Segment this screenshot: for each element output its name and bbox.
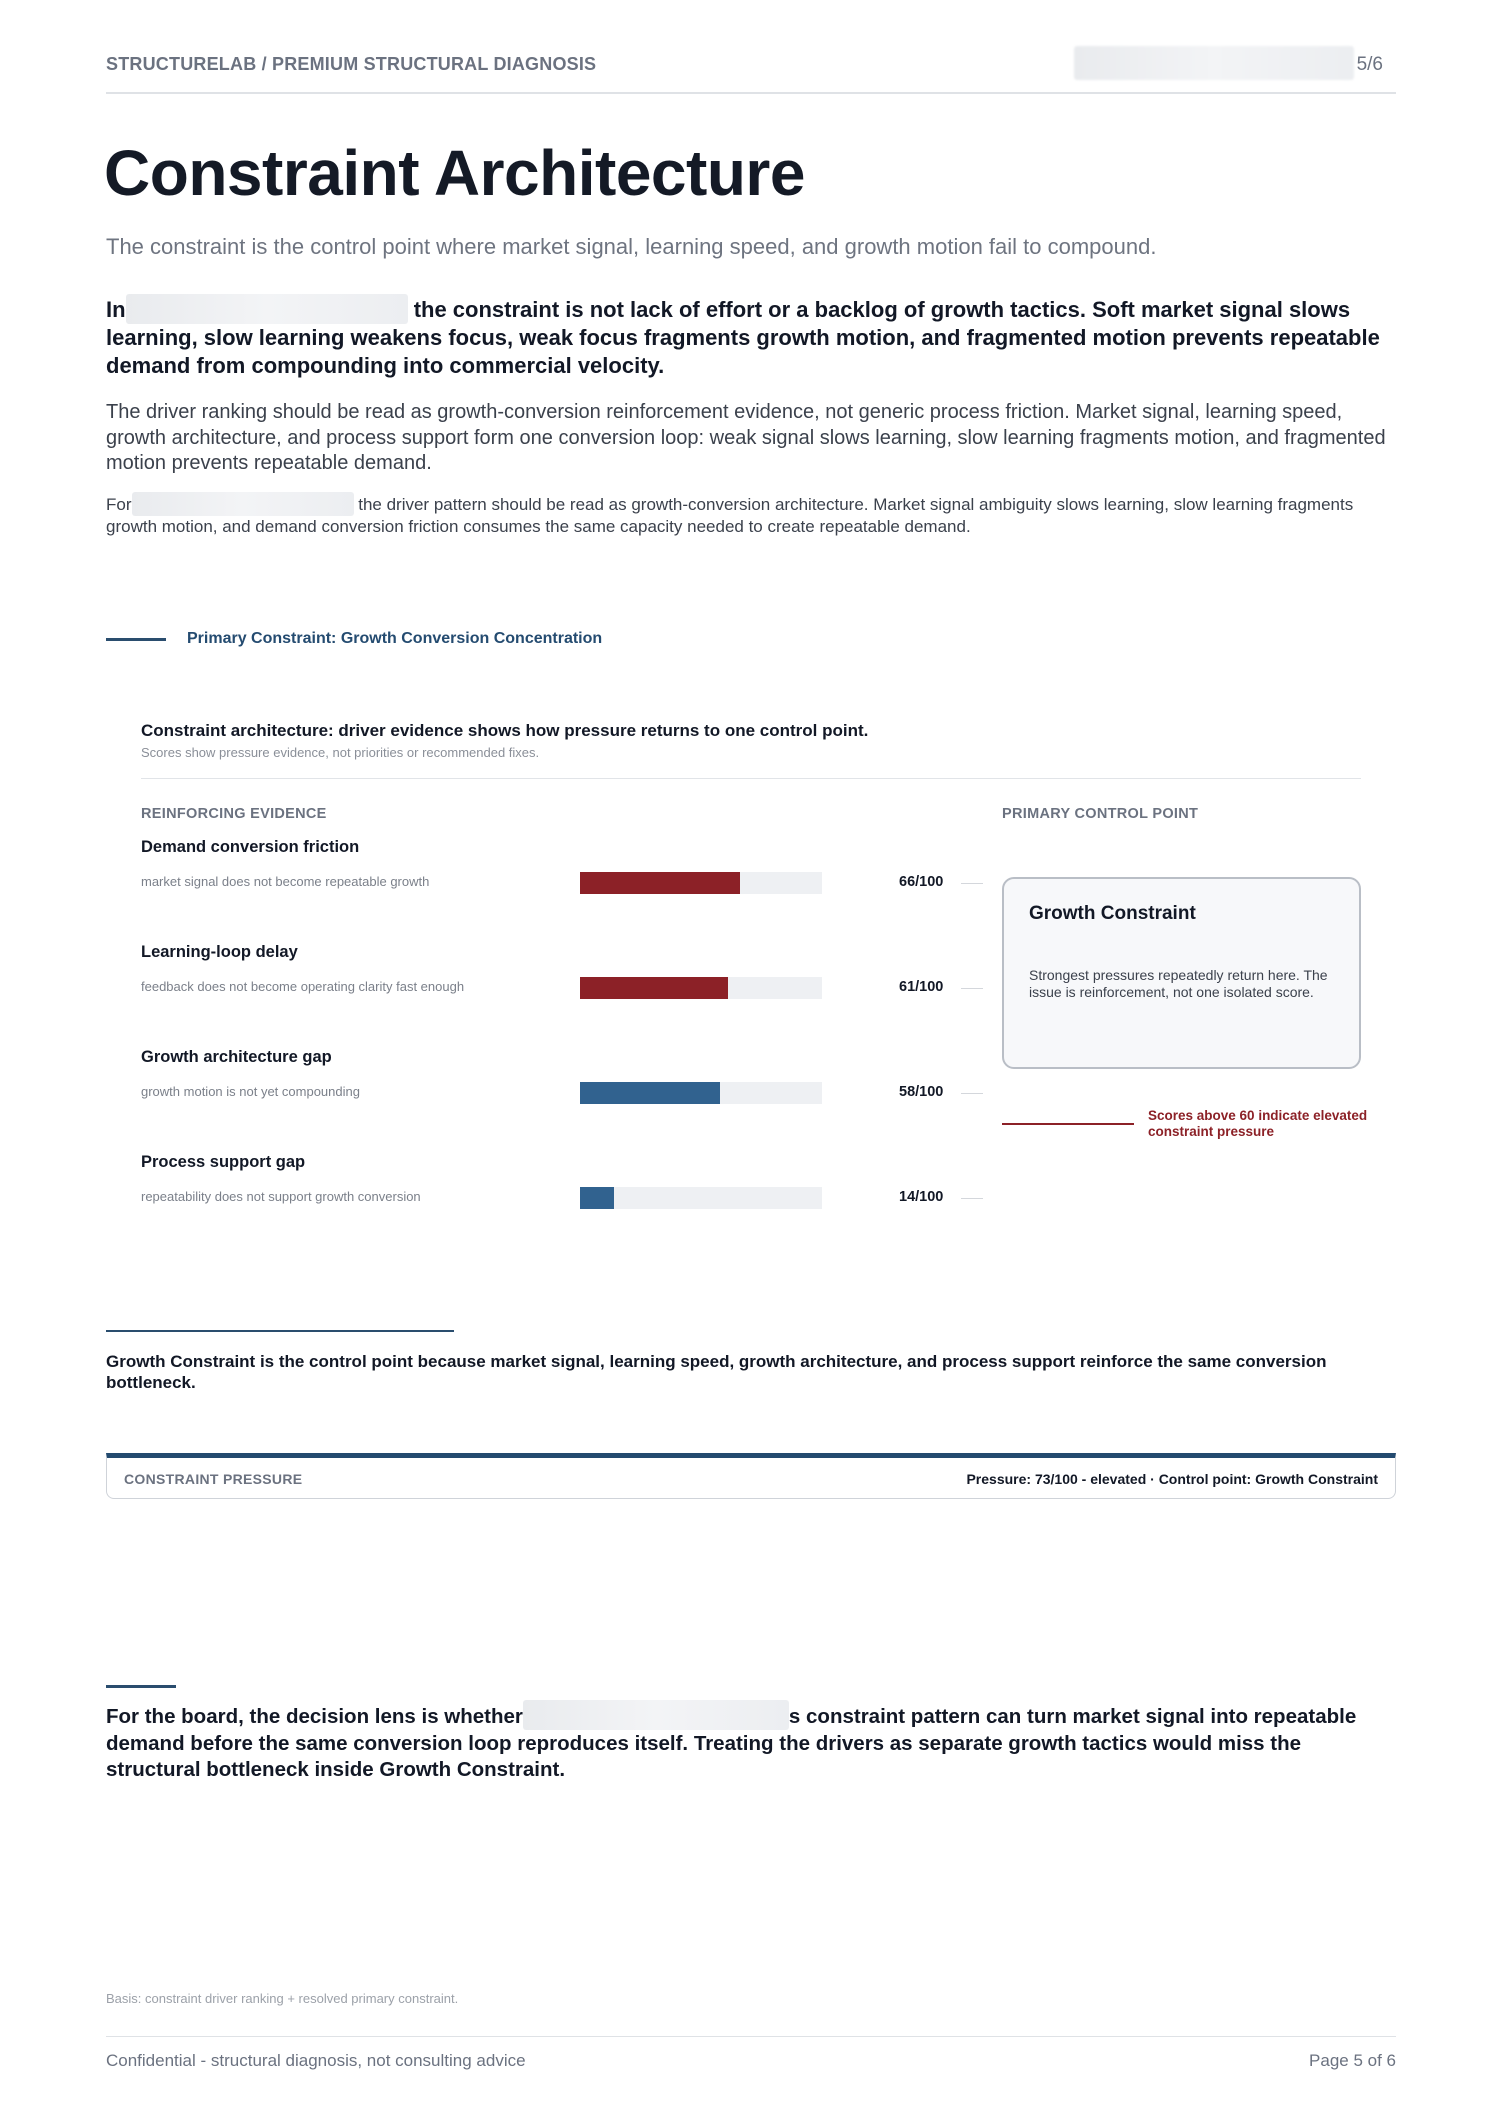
- basis-note: Basis: constraint driver ranking + resolved primary constraint.: [106, 1991, 459, 2006]
- p2-text: the driver pattern should be read as growth-conversion architecture. Market signal ambiguity slows learning, slow learning fragments growth motion, and demand conversion friction consumes the same capacity needed to create repeatable demand.: [106, 495, 1354, 536]
- constraint-pressure-bar: [106, 1453, 1396, 1499]
- score-bar-track: [580, 872, 822, 894]
- score-bar: [580, 1082, 720, 1104]
- pressure-label: CONSTRAINT PRESSURE: [124, 1471, 303, 1487]
- chart-subtitle: Scores show pressure evidence, not priorities or recommended fixes.: [141, 745, 540, 760]
- driver-description: feedback does not become operating clarity fast enough: [141, 979, 465, 994]
- driver-name: Demand conversion friction: [141, 838, 360, 856]
- redacted-inline: [126, 294, 408, 324]
- pressure-value: Pressure: 73/100 - elevated · Control point: Growth Constraint: [966, 1471, 1378, 1487]
- footer-divider: [106, 2036, 1396, 2037]
- score-label: 14/100: [899, 1189, 944, 1205]
- score-label: 58/100: [899, 1084, 944, 1100]
- driver-pattern-paragraph: [106, 492, 1396, 537]
- lead-paragraph: [106, 294, 1396, 380]
- page-subtitle: The constraint is the control point where market signal, learning speed, and growth motion fail to compound.: [106, 234, 1157, 259]
- score-label: 66/100: [899, 874, 944, 890]
- reinforcing-evidence-heading: REINFORCING EVIDENCE: [141, 806, 327, 822]
- control-point-heading: PRIMARY CONTROL POINT: [1002, 806, 1199, 822]
- connector-tick: [961, 1198, 983, 1199]
- page-indicator: 5/6: [1356, 54, 1383, 75]
- driver-description: repeatability does not support growth conversion: [141, 1189, 421, 1204]
- control-point-title: Growth Constraint: [1029, 903, 1196, 924]
- control-point-card: [1002, 877, 1361, 1069]
- connector-tick: [961, 883, 983, 884]
- p2-prefix: For: [106, 495, 132, 514]
- control-point-text: Strongest pressures repeatedly return here. The issue is reinforcement, not one isolated score.: [1029, 967, 1328, 1000]
- connector-tick: [961, 1093, 983, 1094]
- board-decision-paragraph: [106, 1700, 1396, 1784]
- score-bar-track: [580, 1082, 822, 1104]
- lead-text: the constraint is not lack of effort or a backlog of growth tactics. Soft market signal slows learning, slow learning weakens focus, weak focus fragments growth motion, and fragmented motion prevents repeatable demand from compounding into commercial velocity.: [106, 297, 1380, 378]
- page-title: Constraint Architecture: [104, 137, 805, 209]
- header-brand: STRUCTURELAB / PREMIUM STRUCTURAL DIAGNOSIS: [106, 54, 597, 74]
- driver-name: Growth architecture gap: [141, 1048, 332, 1066]
- score-bar-track: [580, 977, 822, 999]
- header-divider: [106, 92, 1396, 94]
- driver-ranking-paragraph: The driver ranking should be read as growth-conversion reinforcement evidence, not generic process friction. Market signal, learning speed, growth architecture, and process support form one conversion loop: weak signal slows learning, slow learning fragments motion, and fragmented motion prevents repeatable demand.: [106, 401, 1386, 474]
- redacted-inline: [523, 1700, 789, 1730]
- section-accent-line: [106, 638, 166, 641]
- quote-accent-line: [106, 1330, 454, 1332]
- driver-name: Learning-loop delay: [141, 943, 298, 961]
- control-point-statement: Growth Constraint is the control point because market signal, learning speed, growth architecture, and process support reinforce the same conversion bottleneck.: [106, 1352, 1327, 1392]
- redacted-inline: [132, 492, 354, 516]
- footer-confidential: Confidential - structural diagnosis, not consulting advice: [106, 2051, 526, 2070]
- driver-name: Process support gap: [141, 1153, 306, 1171]
- section-label: Primary Constraint: Growth Conversion Concentration: [187, 630, 603, 647]
- chart-title: Constraint architecture: driver evidence shows how pressure returns to one control point.: [141, 721, 869, 740]
- score-label: 61/100: [899, 979, 944, 995]
- connector-tick: [961, 988, 983, 989]
- legend-text: Scores above 60 indicate elevated constraint pressure: [1148, 1108, 1368, 1139]
- lead-prefix: In: [106, 297, 126, 322]
- footer-page-number: Page 5 of 6: [1309, 2051, 1396, 2070]
- score-bar: [580, 872, 740, 894]
- driver-description: market signal does not become repeatable growth: [141, 874, 430, 889]
- score-bar: [580, 977, 728, 999]
- board-prefix: For the board, the decision lens is whether: [106, 1705, 523, 1728]
- score-bar-track: [580, 1187, 822, 1209]
- score-bar: [580, 1187, 614, 1209]
- chart-divider: [141, 778, 1361, 779]
- board-text: s constraint pattern can turn market signal into repeatable demand before the same conversion loop reproduces itself. Treating the drivers as separate growth tactics would miss the structural bottleneck inside Growth Constraint.: [106, 1705, 1357, 1781]
- board-accent-line: [106, 1685, 176, 1688]
- driver-description: growth motion is not yet compounding: [141, 1084, 360, 1099]
- redacted-block: [1074, 46, 1354, 80]
- legend-swatch-line: [1002, 1123, 1134, 1125]
